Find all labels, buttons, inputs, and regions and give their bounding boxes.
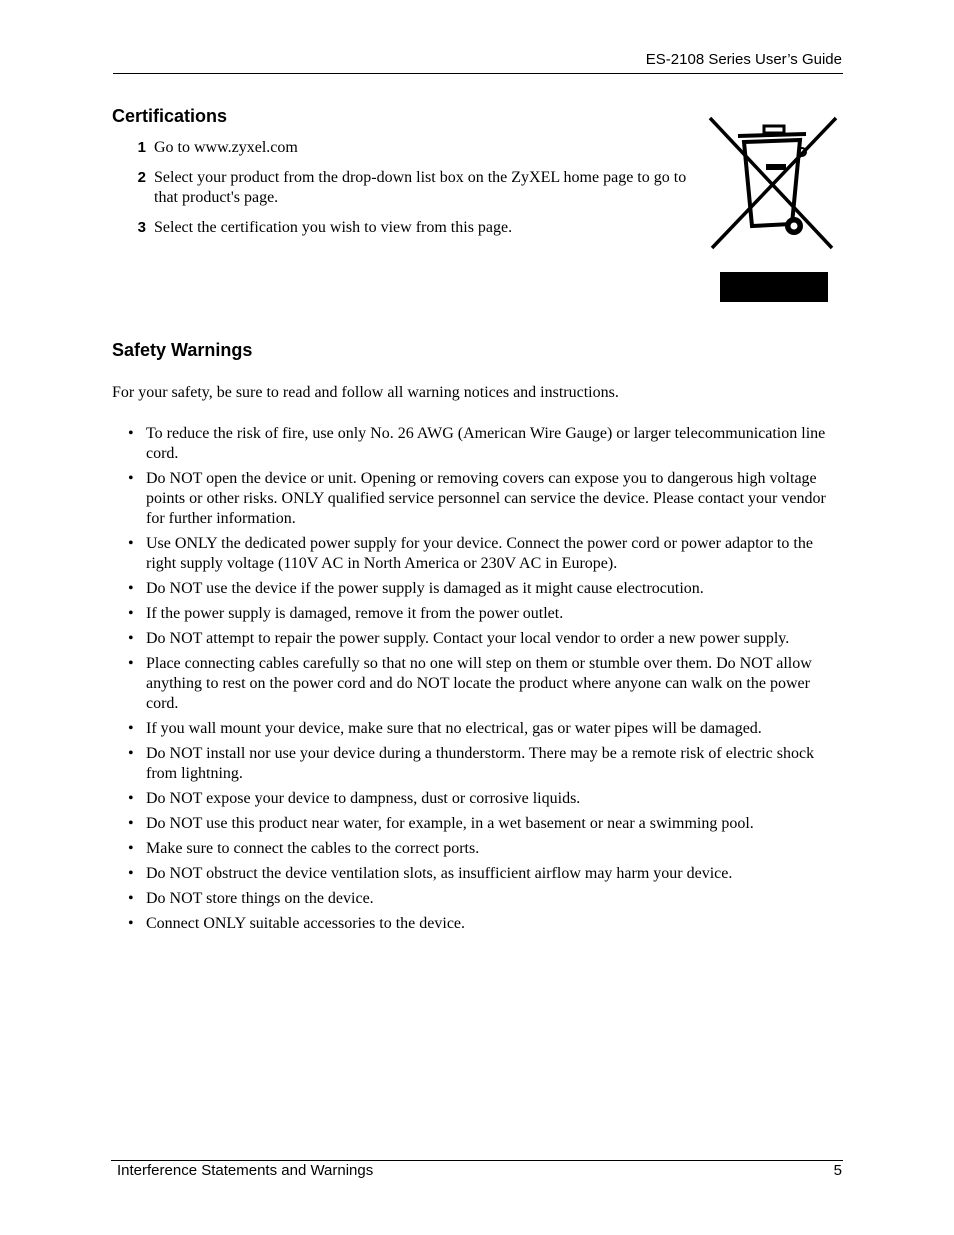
step-text: Select the certification you wish to view from this page. [154, 219, 513, 236]
list-item [112, 789, 844, 809]
list-item-text: If the power supply is damaged, remove it from the power outlet. [146, 605, 564, 622]
step-item [112, 218, 702, 238]
list-item-text: Use ONLY the dedicated power supply for your device. Connect the power cord or power adaptor to the right supply voltage (110V AC in North America or 230V AC in Europe). [146, 535, 813, 572]
crossed-out-wheelie-bin-icon [706, 114, 840, 304]
certifications-heading: Certifications [112, 106, 228, 126]
list-item [112, 654, 844, 714]
list-item-text: Make sure to connect the cables to the correct ports. [146, 840, 480, 857]
step-text: Select your product from the drop-down list box on the ZyXEL home page to go to that product's page. [154, 169, 687, 206]
bullet-glyph: • [128, 470, 134, 487]
bullet-glyph: • [128, 865, 134, 882]
bullet-glyph: • [128, 840, 134, 857]
footer-rule [111, 1160, 843, 1161]
bullet-glyph: • [128, 630, 134, 647]
list-item-text: Do NOT attempt to repair the power supply. Contact your local vendor to order a new power supply. [146, 630, 790, 647]
list-item-text: Do NOT use the device if the power supply is damaged as it might cause electrocution. [146, 580, 704, 597]
step-item [112, 168, 702, 208]
bullet-glyph: • [128, 605, 134, 622]
list-item-text: Do NOT obstruct the device ventilation slots, as insufficient airflow may harm your device. [146, 865, 733, 882]
list-item-text: Connect ONLY suitable accessories to the device. [146, 915, 466, 932]
safety-intro: For your safety, be sure to read and follow all warning notices and instructions. [112, 384, 619, 401]
list-item [112, 719, 844, 739]
step-number: 3 [137, 219, 146, 236]
footer-section-title: Interference Statements and Warnings [117, 1162, 374, 1179]
bullet-glyph: • [128, 745, 134, 762]
list-item-text: Do NOT open the device or unit. Opening or removing covers can expose you to dangerous high voltage points or other risks. ONLY qualified service personnel can service the device. Please contact your vendor for further information. [146, 470, 826, 527]
bullet-glyph: • [128, 535, 134, 552]
list-item-text: Do NOT use this product near water, for example, in a wet basement or near a swimming pool. [146, 815, 754, 832]
list-item [112, 579, 844, 599]
step-item [112, 138, 702, 158]
list-item [112, 864, 844, 884]
list-item [112, 604, 844, 624]
running-header: ES-2108 Series User’s Guide [645, 51, 842, 68]
step-text: Go to www.zyxel.com [154, 139, 298, 156]
list-item [112, 424, 844, 464]
step-number: 2 [137, 169, 146, 186]
list-item-text: Place connecting cables carefully so that no one will step on them or stumble over them. Do NOT allow anything to rest on the power cord and do NOT locate the product where anyone can walk on the power cord. [146, 655, 812, 712]
step-number: 1 [137, 139, 146, 156]
bullet-glyph: • [128, 425, 134, 442]
list-item [112, 839, 844, 859]
bullet-glyph: • [128, 655, 134, 672]
bullet-glyph: • [128, 580, 134, 597]
list-item-text: If you wall mount your device, make sure that no electrical, gas or water pipes will be damaged. [146, 720, 762, 737]
list-item-text: Do NOT store things on the device. [146, 890, 374, 907]
safety-warnings-list [112, 424, 844, 939]
list-item [112, 534, 844, 574]
page-number: 5 [833, 1162, 842, 1179]
bullet-glyph: • [128, 815, 134, 832]
list-item [112, 814, 844, 834]
list-item-text: To reduce the risk of fire, use only No. 26 AWG (American Wire Gauge) or larger telecommunication line cord. [146, 425, 826, 462]
bullet-glyph: • [128, 915, 134, 932]
bullet-glyph: • [128, 890, 134, 907]
header-rule [113, 73, 843, 74]
list-item [112, 889, 844, 909]
bullet-glyph: • [128, 790, 134, 807]
bullet-glyph: • [128, 720, 134, 737]
safety-warnings-heading: Safety Warnings [112, 340, 253, 360]
list-item [112, 469, 844, 529]
list-item [112, 629, 844, 649]
list-item [112, 914, 844, 934]
certification-steps [112, 138, 702, 248]
list-item-text: Do NOT install nor use your device during a thunderstorm. There may be a remote risk of electric shock from lightning. [146, 745, 815, 782]
list-item-text: Do NOT expose your device to dampness, dust or corrosive liquids. [146, 790, 581, 807]
list-item [112, 744, 844, 784]
